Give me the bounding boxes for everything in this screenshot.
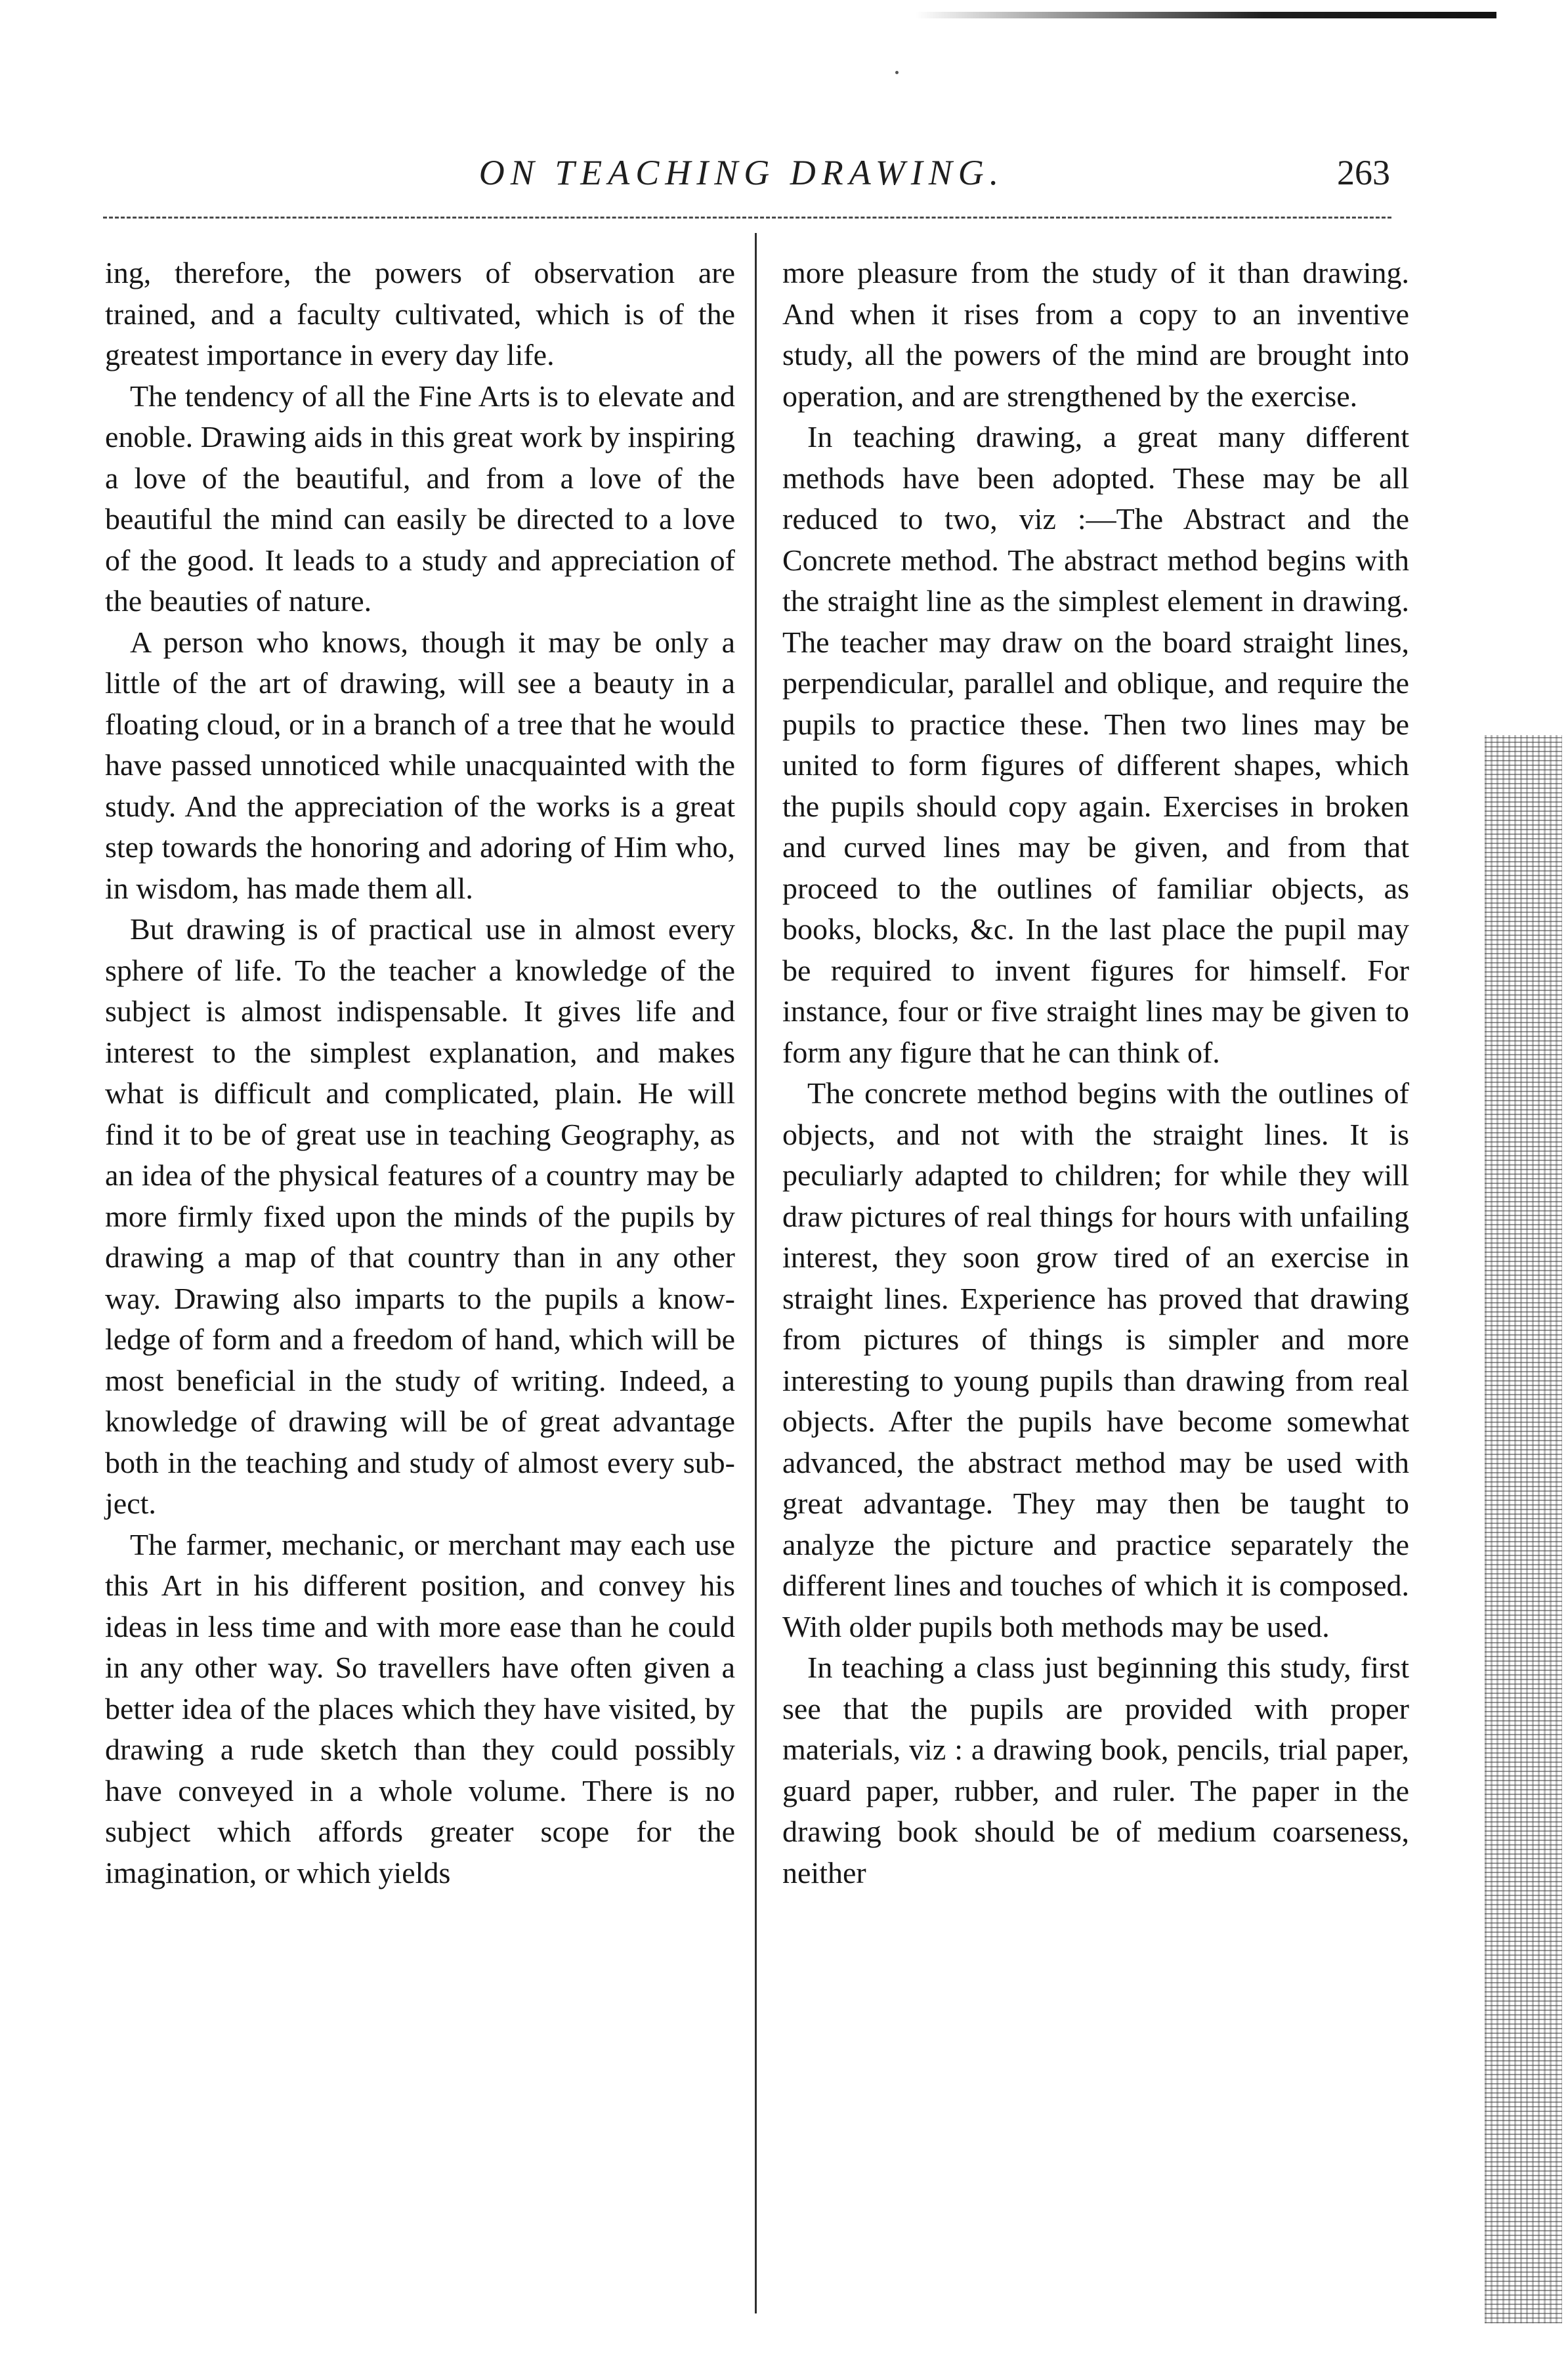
left-column xyxy=(105,253,735,1893)
header-rule xyxy=(103,217,1391,219)
scan-edge-noise xyxy=(1485,735,1562,2323)
top-scan-rule xyxy=(916,12,1496,18)
paragraph: The farmer, mechanic, or merchant may each use this Art in his different position, and convey his ideas in less time and with more ease than he could in any other way. So travellers have often given a better idea of the places which they have visited, by drawing a rude sketch than they could possibly have conveyed in a whole volume. There is no subject which affords greater scope for the imagination, or which yields xyxy=(105,1527,735,1889)
paragraph: ing, therefore, the powers of observation are trained, and a faculty cultivated, which is of the greatest importance in every day life. xyxy=(105,256,735,371)
paragraph: In teaching drawing, a great many different methods have been adopted. These may be all reduced to two, viz :—The Abstract and the Concrete method. The abstract method begins with the straight line as the simplest element in drawing. The teacher may draw on the board straight lines, perpendicular, parallel and oblique, and require the pupils to practice these. Then two lines may be united to form figures of different shapes, which the pupils should copy again. Exercises in broken and curved lines may be given, and from that proceed to the outlines of familiar objects, as books, blocks, &c. In the last place the pupil may be required to invent figures for himself. For instance, four or five straight lines may be given to form any figure that he can think of. xyxy=(782,420,1409,1069)
paragraph: The tendency of all the Fine Arts is to elevate and enoble. Drawing aids in this great work by inspiring a love of the beautiful, and from a love of the beautiful the mind can easily be directed to a love of the good. It leads to a study and appreciation of the beauties of nature. xyxy=(105,379,735,618)
page-number: 263 xyxy=(1337,153,1390,192)
column-divider xyxy=(755,233,757,2313)
scan-speck xyxy=(895,71,899,74)
paragraph: more pleasure from the study of it than drawing. And when it rises from a copy to an inventive study, all the powers of the mind are brought into operation, and are strengthened by the exercise. xyxy=(782,256,1409,413)
right-column xyxy=(782,253,1409,1893)
running-title: ON TEACHING DRAWING. xyxy=(478,153,1005,192)
paragraph: But drawing is of practical use in almost every sphere of life. To the teacher a knowledge of the subject is almost indispensable. It gives life and interest to the simplest explanation, and makes what is difficult and complicated, plain. He will find it to be of great use in teaching Geography, as an idea of the physical features of a country may be more firmly fixed upon the minds of the pupils by drawing a map of that country than in any other way. Drawing also imparts to the pupils a knowledge of form and a freedom of hand, which will be most beneficial in the study of writing. Indeed, a knowledge of drawing will be of great advantage both in the teaching and study of almost every subject. xyxy=(105,912,735,1520)
paragraph: The concrete method begins with the outlines of objects, and not with the straight lines. It is peculiarly adapted to children; for while they will draw pictures of real things for hours with unfailing interest, they soon grow tired of an exercise in straight lines. Experience has proved that drawing from pictures of things is simpler and more interesting to young pupils than drawing from real objects. After the pupils have become somewhat advanced, the abstract method may be used with great advantage. They may then be taught to analyze the picture and practice separately the different lines and touches of which it is composed. With older pupils both methods may be used. xyxy=(782,1076,1409,1643)
paragraph: A person who knows, though it may be only a little of the art of drawing, will see a beauty in a floating cloud, or in a branch of a tree that he would have passed unnoticed while unacquainted with the study. And the appreciation of the works is a great step towards the honoring and adoring of Him who, in wisdom, has made them all. xyxy=(105,625,735,905)
paragraph: In teaching a class just beginning this study, first see that the pupils are provided with proper materials, viz : a drawing book, pencils, trial paper, guard paper, rubber, and ruler. The paper in the drawing book should be of medium coarseness, neither xyxy=(782,1651,1409,1889)
